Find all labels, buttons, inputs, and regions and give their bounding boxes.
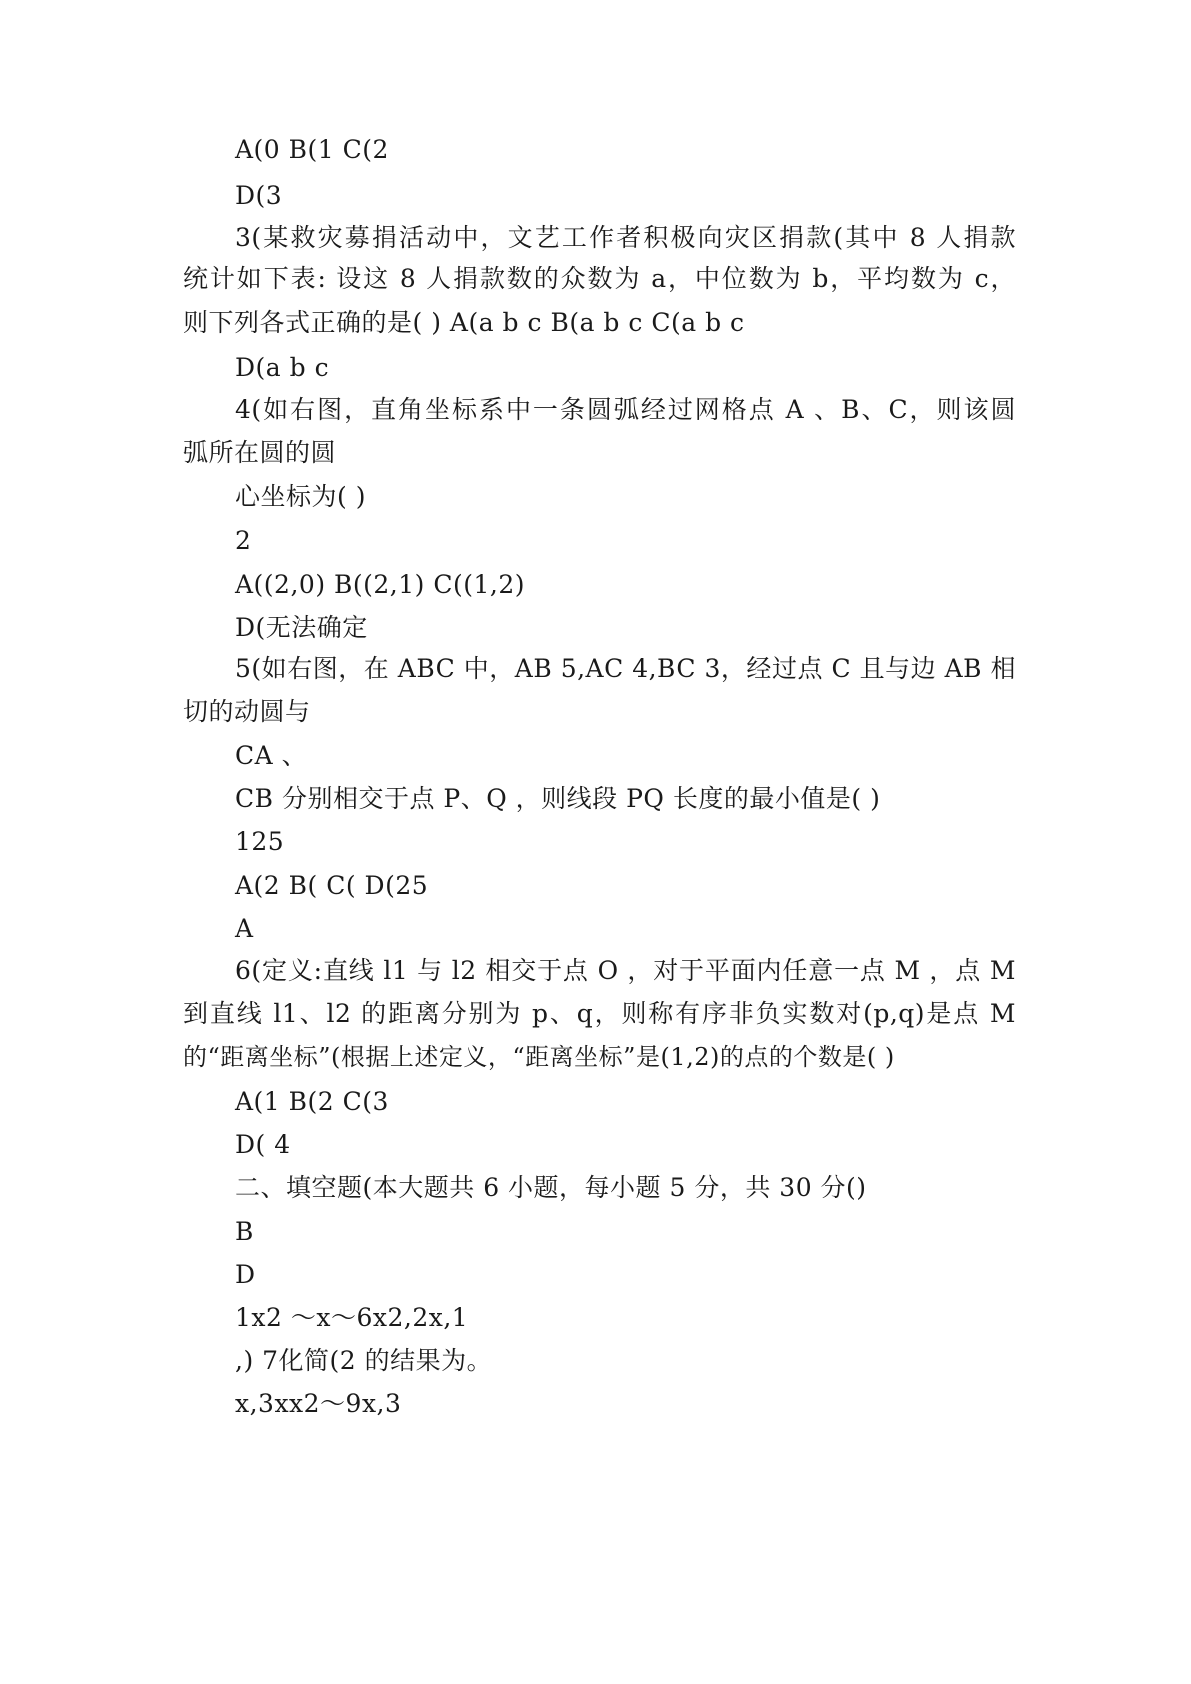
text-line: A((2,0) B((2,1) C((1,2) [235, 570, 526, 599]
text-line: 到直线 l1、l2 的距离分别为 p、q，则称有序非负实数对(p,q)是点 M [183, 999, 1016, 1028]
text-line: 5(如右图，在 ABC 中，AB 5,AC 4,BC 3，经过点 C 且与边 AB 相 [235, 654, 1016, 683]
text-line: 6(定义:直线 l1 与 l2 相交于点 O ，对于平面内任意一点 M ，点 M [235, 956, 1016, 985]
text-line: A [235, 914, 254, 943]
text-line: 统计如下表: 设这 8 人捐款数的众数为 a，中位数为 b，平均数为 c， [183, 264, 1016, 293]
text-line: D(a b c [235, 353, 330, 382]
text-line: A(2 B( C( D(25 [235, 871, 429, 900]
text-line: D( 4 [235, 1130, 291, 1159]
text-line: 125 [235, 827, 285, 856]
text-line: ,) 7化简(2 的结果为。 [235, 1346, 493, 1375]
text-line: A(1 B(2 C(3 [235, 1087, 389, 1116]
text-line: D(无法确定 [235, 613, 368, 642]
text-line: 弧所在圆的圆 [183, 438, 337, 467]
text-line: CB 分别相交于点 P、Q ，则线段 PQ 长度的最小值是( ) [235, 784, 881, 813]
text-line: 则下列各式正确的是( ) A(a b c B(a b c C(a b c [183, 308, 745, 337]
text-line: D [235, 1260, 256, 1289]
text-line: 的“距离坐标”(根据上述定义，“距离坐标”是(1,2)的点的个数是( ) [183, 1043, 895, 1071]
text-line: B [235, 1217, 254, 1246]
text-line: 二、填空题(本大题共 6 小题，每小题 5 分，共 30 分() [235, 1173, 867, 1202]
text-line: D(3 [235, 181, 283, 210]
text-line: A(0 B(1 C(2 [235, 135, 389, 164]
text-line: 2 [235, 526, 252, 555]
text-line: 1x2 ～x～6x2,2x,1 [235, 1303, 469, 1332]
text-line: 心坐标为( ) [235, 482, 366, 511]
text-line: 4(如右图，直角坐标系中一条圆弧经过网格点 A 、B、C，则该圆 [235, 395, 1016, 424]
text-line: CA 、 [235, 741, 308, 770]
text-line: 切的动圆与 [183, 697, 311, 726]
text-line: 3(某救灾募捐活动中，文艺工作者积极向灾区捐款(其中 8 人捐款 [235, 223, 1016, 252]
text-line: x,3xx2～9x,3 [235, 1389, 402, 1418]
